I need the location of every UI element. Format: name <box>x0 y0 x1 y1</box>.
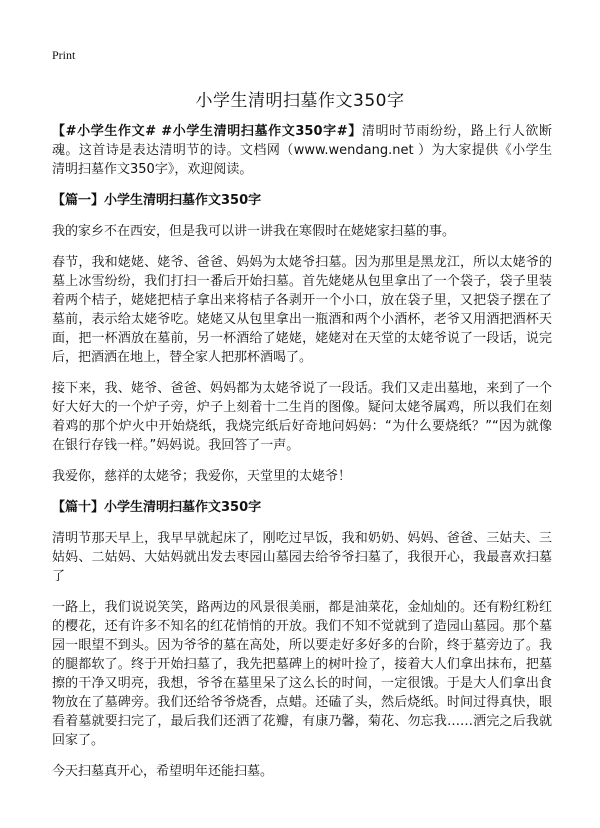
paragraph: 今天扫墓真开心，希望明年还能扫墓。 <box>52 764 274 779</box>
section-heading: 【篇十】小学生清明扫墓作文350字 <box>52 500 262 515</box>
print-link[interactable]: Print <box>52 48 76 62</box>
intro-paragraph <box>52 122 552 179</box>
paragraph: 我爱你，慈祥的太姥爷；我爱你，天堂里的太姥爷！ <box>52 469 352 484</box>
intro-text: 清明时节雨纷纷，路上行人欲断魂。这首诗是表达清明节的诗。文档网（www.wendang.net ）为大家提供《小学生清明扫墓作文350字》，欢迎阅读。 <box>52 124 552 177</box>
intro-tags: 【#小学生作文# #小学生清明扫墓作文350字#】 <box>52 124 362 139</box>
page-title: 小学生清明扫墓作文350字 <box>195 91 405 111</box>
paragraph: 清明节那天早上，我早早就起床了，刚吃过早饭，我和奶奶、妈妈、爸爸、三姑夫、三姑妈、二姑妈、大姑妈就出发去枣园山墓园去给爷爷扫墓了，我很开心，我最喜欢扫墓了 <box>52 531 552 584</box>
paragraph: 我的家乡不在西安，但是我可以讲一讲我在寒假时在姥姥家扫墓的事。 <box>52 224 456 239</box>
paragraph: 接下来，我、姥爷、爸爸、妈妈都为太姥爷说了一段话。我们又走出墓地，来到了一个好大好大的一个炉子旁，炉子上刻着十二生肖的图像。疑问太姥爷属鸡，所以我们在刻着鸡的那个炉火中开始烧纸，我烧完纸后好奇地问妈妈：“为什么要烧纸？”“因为就像在银行存钱一样。”妈妈说。我回答了一声。 <box>52 381 552 453</box>
article-body <box>52 122 552 793</box>
section-heading: 【篇一】小学生清明扫墓作文350字 <box>52 193 262 208</box>
paragraph: 一路上，我们说说笑笑，路两边的风景很美丽，都是油菜花，金灿灿的。还有粉红粉红的樱花，还有许多不知名的红花悄悄的开放。我们不知不觉就到了造园山墓园。那个墓园一眼望不到头。因为爷爷的墓在高处，所以要走好多好多的台阶，终于墓旁边了。我的腿都软了。终于开始扫墓了，我先把墓碑上的树叶捡了，接着大人们拿出抹布，把墓擦的干净又明亮，我想，爷爷在墓里呆了这么长的时间，一定很饿。于是大人们拿出食物放在了墓碑旁。我们还给爷爷烧香，点蜡。还磕了头，然后烧纸。时间过得真快，眼看着墓就要扫完了，最后我们还洒了花瓣，有康乃馨，菊花、勿忘我……洒完之后我就回家了。 <box>52 600 552 748</box>
paragraph: 春节，我和姥姥、姥爷、爸爸、妈妈为太姥爷扫墓。因为那里是黑龙江，所以太姥爷的墓上冰雪纷纷，我们打扫一番后开始扫墓。首先姥姥从包里拿出了一个袋子，袋子里装着两个桔子，姥姥把桔子拿出来将桔子各剥开一个小口，放在袋子里，又把袋子摆在了墓前，表示给太姥爷吃。姥姥又从包里拿出一瓶酒和两个小酒杯，老爷又用酒把酒杯天面，把一杯酒放在墓前，另一杯酒给了姥姥，姥姥对在天堂的太姥爷说了一段话，说完后，把酒洒在地上，替全家人把那杯酒喝了。 <box>52 255 552 365</box>
